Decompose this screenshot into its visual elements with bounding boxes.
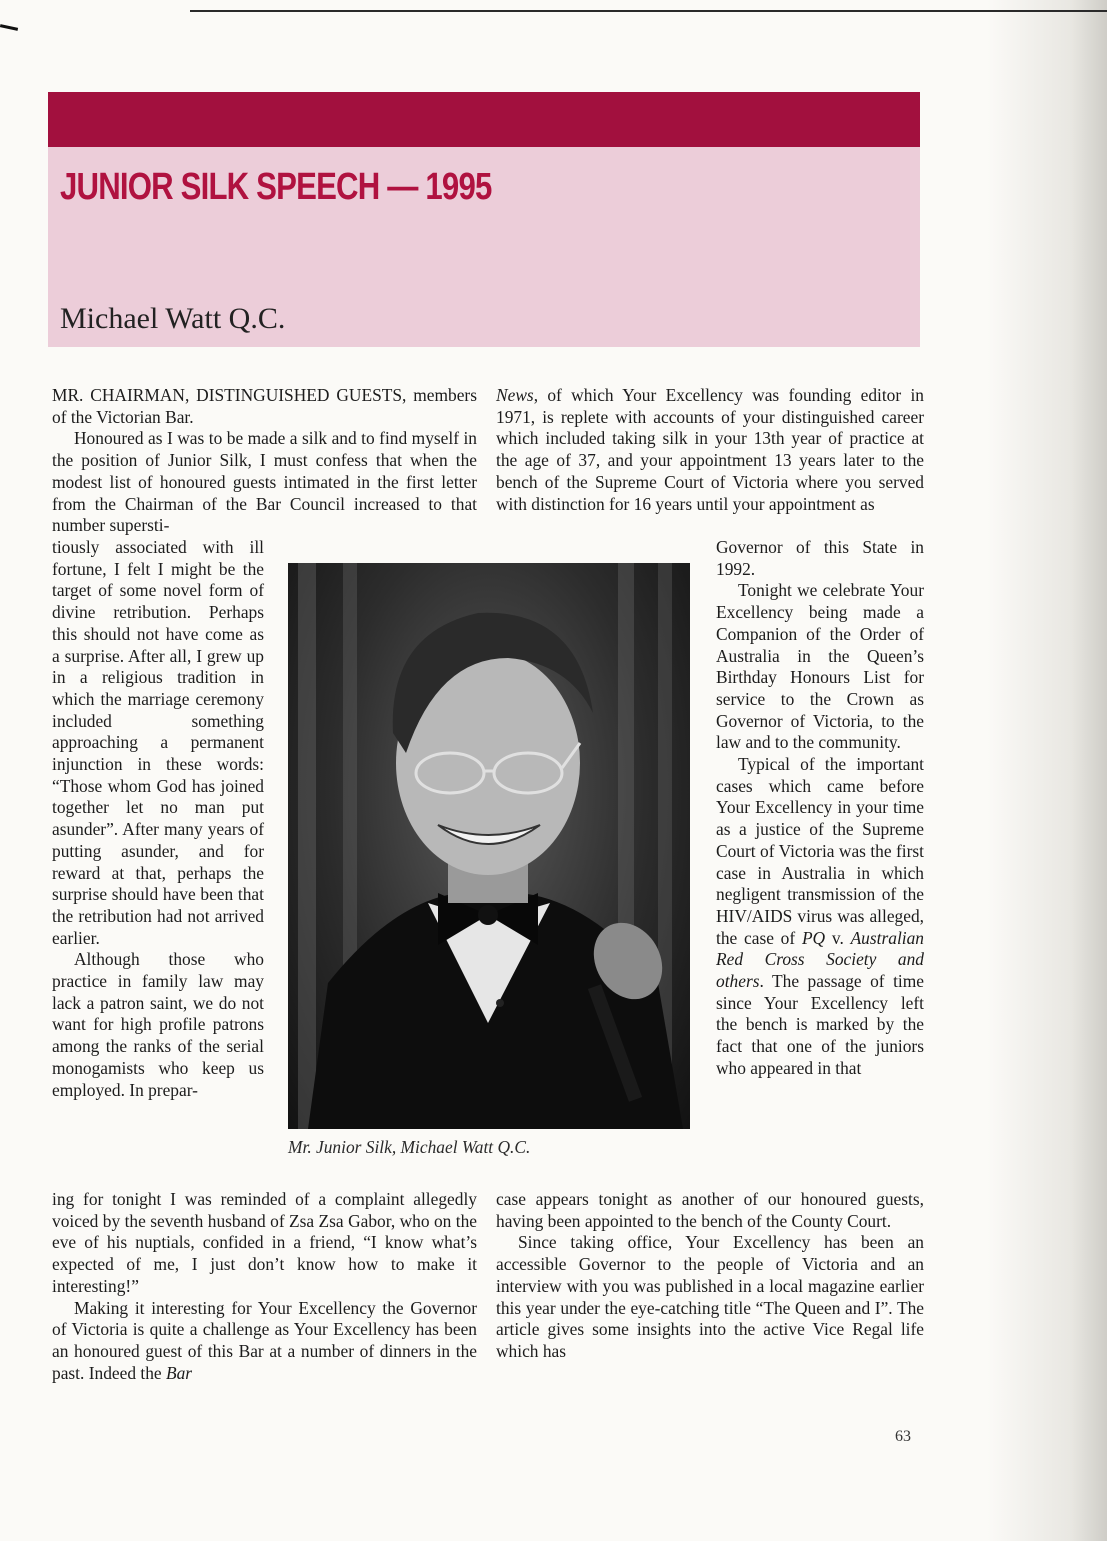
paragraph-interesting-text: Making it interesting for Your Excellency the Governor of Victoria is quite a challenge as Your Excellency has been an honoured guest of this Bar at a number of dinners in the past. Indeed the — [52, 1297, 477, 1383]
left-column-top — [52, 385, 477, 537]
photo-caption: Mr. Junior Silk, Michael Watt Q.C. — [288, 1137, 531, 1157]
paragraph-interesting — [52, 1298, 477, 1385]
case-party-a: PQ — [801, 927, 826, 948]
bow-tie-knot — [478, 905, 498, 925]
case-party-b: Australian Red Cross Society and others — [716, 927, 924, 992]
left-column-bottom — [52, 1189, 477, 1384]
right-column-top — [496, 385, 924, 515]
paragraph-cases — [716, 754, 924, 1080]
case-versus: v. — [825, 927, 851, 948]
shirt-stud — [496, 999, 504, 1007]
portrait-illustration — [288, 563, 690, 1129]
paragraph-bar-news-text: , of which Your Excellency was founding editor in 1971, is replete with accounts of your distinguished career which included taking silk in your 13th year of practice at the age of 37, and your appointment 13 years later to the bench of the Supreme Court of Victoria where you served with distinction for 16 years until your appointment as — [496, 385, 924, 514]
paragraph-governor: Since taking office, Your Excellency has been an accessible Governor to the people of Victoria and an interview with you was published in a local magazine earlier this year under the eye-catching title “The Queen and I”. The article gives some insights into the active Vice Regal life which has — [496, 1232, 924, 1361]
top-rule — [190, 10, 1107, 12]
paragraph-honoured: Honoured as I was to be made a silk and to find myself in the position of Junior Silk, I must confess that when the modest list of honoured guests intimated in the first letter from the Chairman of the Bar Council increased to that number supersti- — [52, 428, 477, 536]
right-column-wrap — [716, 537, 924, 1080]
right-column-bottom — [496, 1189, 924, 1363]
left-column-wrap — [52, 537, 264, 1101]
page-number: 63 — [895, 1428, 911, 1445]
paragraph-cases-text-b: . The passage of time since Your Excellency left the bench is marked by the fact that one of the juniors who appeared in that — [716, 971, 924, 1078]
page-fold-shadow — [987, 0, 1107, 1541]
news-italic: News — [496, 385, 534, 405]
paragraph-celebrate: Tonight we celebrate Your Excellency being made a Companion of the Order of Australia in the Queen’s Birthday Honours List for service to the Crown as Governor of Victoria, to the law and to the community. — [716, 580, 924, 753]
paragraph-family-law-cont: ing for tonight I was reminded of a complaint allegedly voiced by the seventh husband of Zsa Zsa Gabor, who on the eve of his nuptials, confided in a friend, “I know what’s expected of me, I just don’t know how to make it interesting!” — [52, 1189, 477, 1296]
paragraph-opening: MR. CHAIRMAN, DISTINGUISHED GUESTS, members of the Victorian Bar. — [52, 385, 477, 427]
paragraph-cases-text-a: Typical of the important cases which came before Your Excellency in your time as a justice of the Supreme Court of Victoria was the first case in Australia in which negligent transmission of the HIV/AIDS virus was alleged, the case of — [716, 754, 924, 948]
paragraph-honoured-cont: tiously associated with ill fortune, I felt I might be the target of some novel form of divine retribution. Perhaps this should not have come as a surprise. After all, I grew up in a religious tradition in which the marriage ceremony included something approaching a permanent injunction in these words: “Those whom God has joined together let no man put asunder”. After many years of putting asunder, and for reward at that, perhaps the surprise should have been that the retribution had not arrived earlier. — [52, 537, 264, 948]
article-author: Michael Watt Q.C. — [60, 302, 286, 335]
portrait-photo — [288, 563, 690, 1129]
paragraph-cases-cont: case appears tonight as another of our honoured guests, having been appointed to the bench of the County Court. — [496, 1189, 924, 1231]
article-title: JUNIOR SILK SPEECH — 1995 — [60, 166, 492, 208]
header-band — [48, 92, 920, 147]
crop-mark — [0, 24, 18, 31]
bar-news-italic: Bar — [165, 1362, 193, 1383]
paragraph-bar-news-cont: Governor of this State in 1992. — [716, 537, 924, 579]
paragraph-bar-news — [496, 385, 924, 515]
paragraph-family-law: Although those who practice in family law may lack a patron saint, we do not want for high profile patrons among the ranks of the serial monogamists who keep us employed. In prepar- — [52, 949, 264, 1100]
